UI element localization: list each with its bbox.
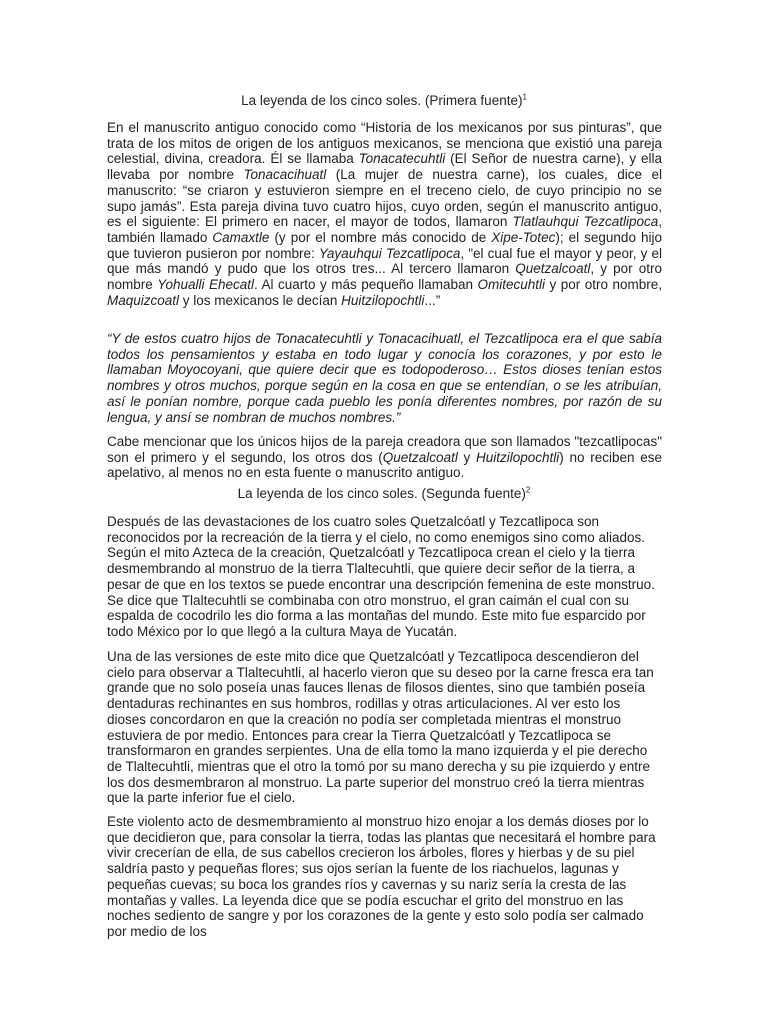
- section-title-segunda-fuente: [100, 486, 668, 502]
- paragraph-manuscrito: [107, 120, 662, 308]
- paragraph-tezcatlipocas: [107, 434, 662, 481]
- text-run: , "el cual fue el mayor y peor, y el que más mandó y pudo que los otros tres... Al tercero llamaron: [107, 245, 662, 277]
- paragraph-versiones: Una de las versiones de este mito dice que Quetzalcóatl y Tezcatlipoca descendieron del cielo para observar a Tlaltecuhtli, al hacerlo vieron que su deseo por la carne fresca era tan grande que no solo poseía unas fauces llenas de filosos dientes, sino que también poseía dentaduras rechinantes en sus hombros, rodillas y otras articulaciones. Al ver esto los dioses concordaron en que la creación no podía ser completada mientras el monstruo estuviera de por medio. Entonces para crear la Tierra Quetzalcóatl y Tezcatlipoca se transformaron en grandes serpientes. Una de ella tomo la mano izquierda y el pie derecho de Tlaltecuhtli, mientras que el otro la tomó por su mano derecha y su pie izquierdo y entre los dos desmembraron al monstruo. La parte superior del monstruo creó la tierra mientras que la parte inferior fue el cielo.: [107, 649, 654, 806]
- text-run: y por otro nombre,: [545, 277, 662, 293]
- footnote-marker[interactable]: 1: [522, 92, 527, 102]
- text-run: En el manuscrito antiguo conocido como “Historia de los mexicanos por sus pinturas”, que trata de los mitos de origen de los antiguos mexicanos, se menciona que existió una pareja celestial, divina, creadora. Él se llamaba: [107, 120, 662, 167]
- italic-name: Yayauhqui Tezcatlipoca: [318, 245, 461, 261]
- italic-name: Tonacacihuatl: [243, 167, 327, 183]
- paragraph-devastaciones: Después de las devastaciones de los cuatro soles Quetzalcóatl y Tezcatlipoca son reconocidos por la recreación de la tierra y el cielo, no como enemigos sino como aliados. Según el mito Azteca de la creación, Quetzalcóatl y Tezcatlipoca crean el cielo y la tierra desmembrando al monstruo de la tierra Tlaltecuhtli, que quiere decir señor de la tierra, a pesar de que en los textos se puede encontrar una descripción femenina de este monstruo. Se dice que Tlaltecuhtli se combinaba con otro monstruo, el gran caimán el cual con su espalda de cocodrilo les dio forma a las montañas del mundo. Este mito fue esparcido por todo México por lo que llegó a la cultura Maya de Yucatán.: [107, 514, 655, 639]
- italic-name: Omitecuhtli: [477, 277, 546, 293]
- text-run: Cabe mencionar que los únicos hijos de la pareja creadora que son llamados "tezcatlipocas" son el primero y el segundo, los otros dos (: [107, 434, 662, 465]
- text-run: , y por otro nombre: [107, 261, 662, 293]
- title-text: La leyenda de los cinco soles. (Segunda fuente): [237, 486, 526, 501]
- text-run: (La mujer de nuestra carne), los cuales, dice el manuscrito: “se criaron y estuvieron siempre en el treceno cielo, de cuyo principio no se supo jamás”. Esta pareja divina tuvo cuatro hijos, cuyo orden, según el manuscrito antiguo, es el siguiente: El primero en nacer, el mayor de todos, llamaron: [107, 167, 662, 230]
- text-run: y los mexicanos le decían: [179, 292, 342, 308]
- text-run: ...”: [424, 292, 441, 308]
- footnote-marker[interactable]: 2: [525, 485, 531, 495]
- text-run: y: [457, 449, 476, 465]
- text-run: ); el segundo hijo que tuvieron pusieron por nombre:: [107, 229, 662, 261]
- text-run: (y por el nombre más conocido de: [269, 229, 492, 245]
- quote-tezcatlipoca: “Y de estos cuatro hijos de Tonacatecuhtli y Tonacacihuatl, el Tezcatlipoca era el que sabía todos los pensamientos y estaba en todo lugar y conocía los corazones, y por esto le llamaban Moyocoyani, que quiere decir que es todopoderoso… Estos dioses tenían estos nombres y otros muchos, porque según en la cosa en que se entendían, o se les atribuían, así le ponían nombre, porque cada pueblo les ponía diferentes nombres, por razón de su lengua, y ansí se nombran de muchos nombres.”: [107, 331, 662, 425]
- text-run: ) no reciben ese apelativo, al menos no en esta fuente o manuscrito antiguo.: [107, 449, 662, 481]
- italic-name: Huitzilopochtli: [341, 292, 425, 308]
- italic-name: Quetzalcoatl: [382, 449, 458, 465]
- text-run: , también llamado: [107, 214, 663, 245]
- text-run: (El Señor de nuestra carne), y ella llevaba por nombre: [107, 151, 663, 183]
- title-text: La leyenda de los cinco soles. (Primera fuente): [241, 93, 523, 108]
- italic-name: Quetzalcoatl: [515, 261, 591, 277]
- paragraph-desmembramiento: Este violento acto de desmembramiento al monstruo hizo enojar a los demás dioses por lo que decidieron que, para consolar la tierra, todas las plantas que necesitará el hombre para vivir crecerían de ella, de sus cabellos crecieron los árboles, flores y hierbas y de su piel saldría pasto y pequeñas flores; sus ojos serían la fuente de los riachuelos, lagunas y pequeñas cuevas; su boca los grandes ríos y cavernas y su nariz sería la cresta de las montañas y valles. La leyenda dice que se podía escuchar el grito del monstruo en las noches sediento de sangre y por los corazones de la gente y esto solo podía ser calmado por medio de los: [107, 814, 656, 939]
- section-title-primera-fuente: [100, 93, 668, 109]
- italic-name: Tlatlauhqui Tezcatlipoca: [512, 214, 659, 230]
- italic-name: Maquizcoatl: [107, 292, 180, 308]
- italic-name: Huitzilopochtli: [476, 449, 560, 465]
- italic-name: Camaxtle: [212, 229, 270, 245]
- text-run: . Al cuarto y más pequeño llamaban: [254, 277, 478, 293]
- italic-name: Xipe-Totec: [491, 229, 556, 245]
- italic-name: Tonacatecuhtli: [358, 151, 446, 167]
- italic-name: Yohualli Ehecatl: [157, 277, 255, 293]
